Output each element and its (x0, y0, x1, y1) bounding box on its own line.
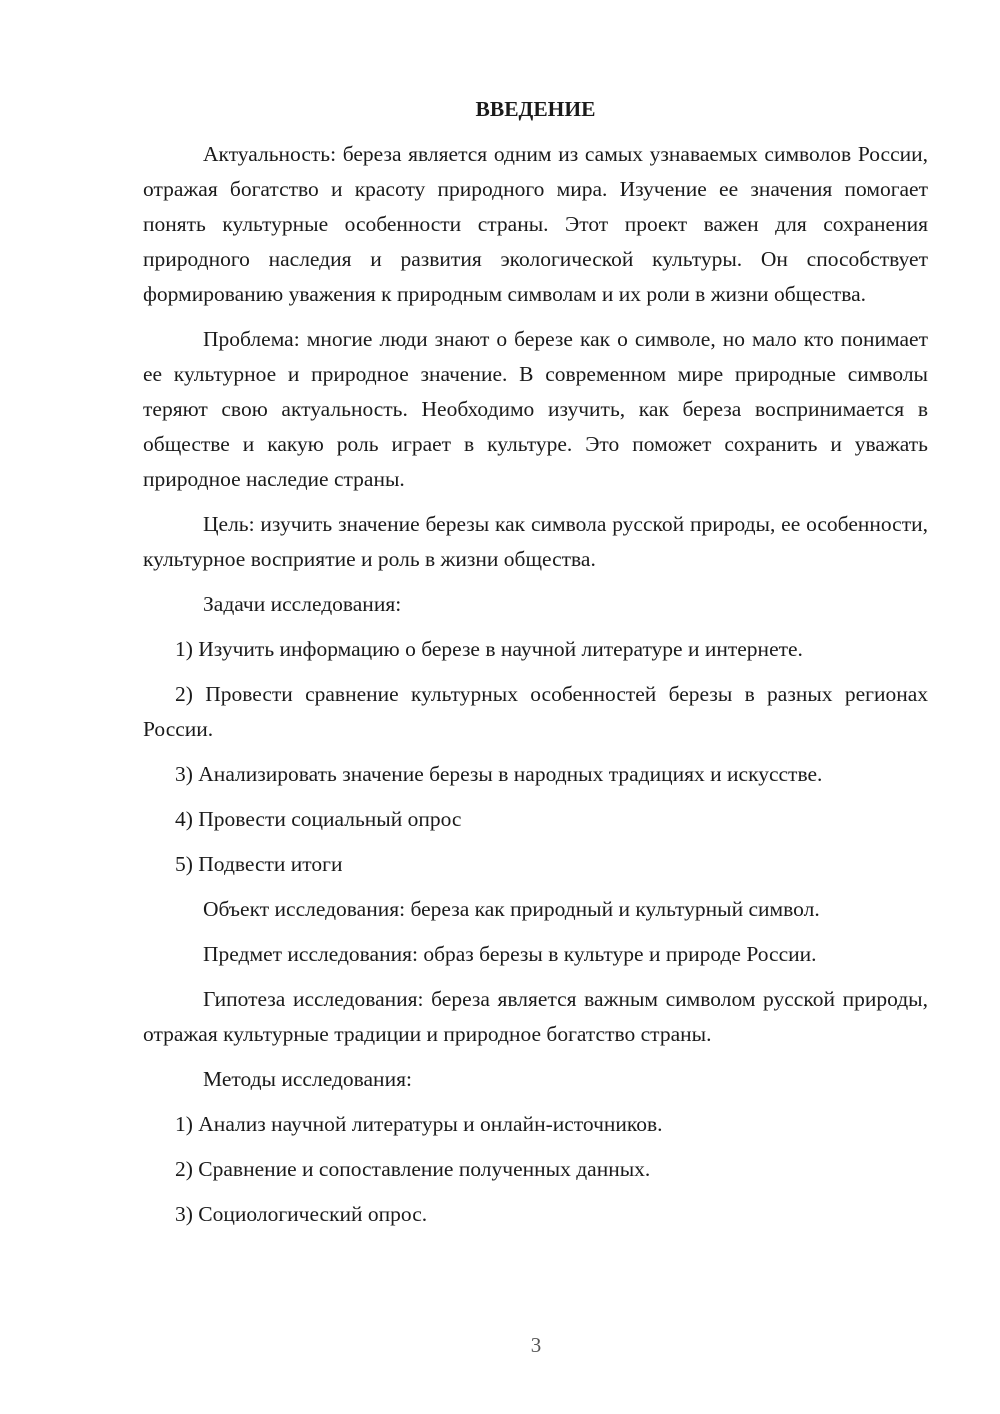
relevance-paragraph: Актуальность: береза является одним из самых узнаваемых символов России, отражая богатство и красоту природного мира. Изучение ее значения помогает понять культурные особенности страны. Этот проект важен для сохранения природного наследия и развития экологической культуры. Он способствует формированию уважения к природным символам и их роли в жизни общества. (143, 142, 928, 306)
task-item: 1) Изучить информацию о березе в научной литературе и интернете. (175, 637, 803, 661)
task-item: 3) Анализировать значение березы в народных традициях и искусстве. (175, 762, 823, 786)
method-item: 1) Анализ научной литературы и онлайн-источников. (175, 1112, 663, 1136)
object-paragraph: Объект исследования: береза как природный и культурный символ. (203, 897, 820, 921)
hypothesis-paragraph: Гипотеза исследования: береза является важным символом русской природы, отражая культурные традиции и природное богатство страны. (143, 987, 928, 1046)
page-number: 3 (530, 1333, 542, 1357)
tasks-heading: Задачи исследования: (203, 592, 402, 616)
subject-paragraph: Предмет исследования: образ березы в культуре и природе России. (203, 942, 817, 966)
goal-paragraph: Цель: изучить значение березы как символа русской природы, ее особенности, культурное восприятие и роль в жизни общества. (143, 512, 928, 571)
task-item: 4) Провести социальный опрос (175, 807, 462, 831)
method-item: 3) Социологический опрос. (175, 1202, 428, 1226)
section-title: ВВЕДЕНИЕ (475, 97, 596, 121)
method-item: 2) Сравнение и сопоставление полученных данных. (175, 1157, 651, 1181)
task-item: 2) Провести сравнение культурных особенностей березы в разных регионах России. (143, 682, 928, 741)
document-page (143, 92, 928, 1242)
problem-paragraph: Проблема: многие люди знают о березе как о символе, но мало кто понимает ее культурное и природное значение. В современном мире природные символы теряют свою актуальность. Необходимо изучить, как береза воспринимается в обществе и какую роль играет в культуре. Это поможет сохранить и уважать природное наследие страны. (143, 327, 928, 491)
task-item: 5) Подвести итоги (175, 852, 343, 876)
methods-heading: Методы исследования: (203, 1067, 412, 1091)
